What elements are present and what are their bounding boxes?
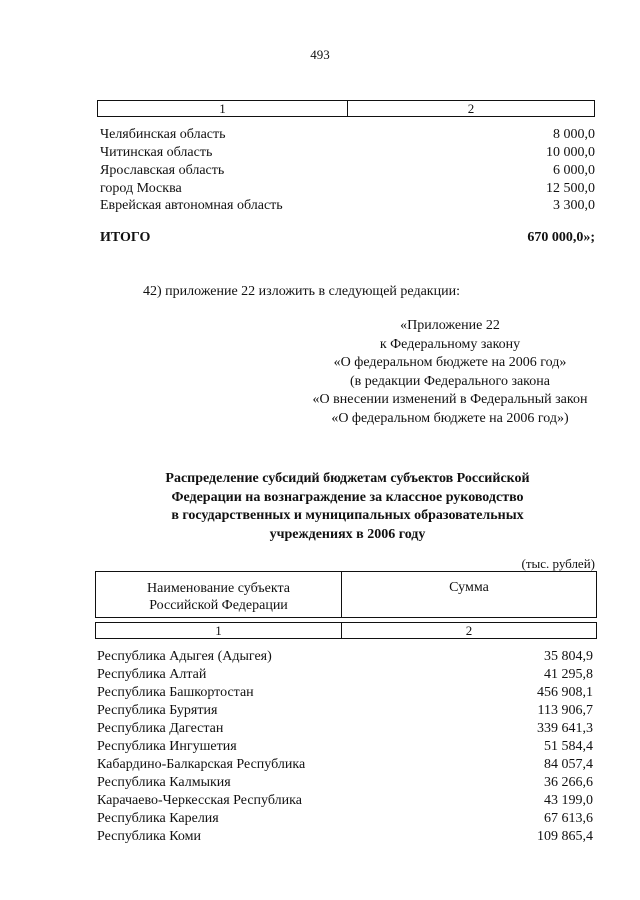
column-number-2: 2	[467, 101, 475, 116]
table-row	[97, 720, 593, 737]
column-number-1: 1	[98, 101, 348, 116]
appendix-line: «О внесении изменений в Федеральный закон	[312, 392, 588, 407]
region-name: Республика Бурятия	[97, 703, 218, 718]
page-number: 493	[310, 47, 330, 62]
region-name: Еврейская автономная область	[100, 198, 283, 213]
table-row	[97, 702, 593, 719]
header-name-line: Наименование субъекта	[147, 581, 290, 596]
total-value: 670 000,0»;	[527, 230, 595, 245]
region-value: 3 300,0	[553, 198, 595, 213]
table-row	[97, 810, 593, 827]
table-header	[95, 571, 597, 618]
table-row	[100, 126, 595, 144]
header-name-line: Российской Федерации	[149, 598, 288, 613]
region-value: 43 199,0	[544, 793, 593, 808]
appendix-line: к Федеральному закону	[379, 336, 521, 352]
column-numbers	[95, 622, 597, 639]
instruction-text: 42) приложение 22 изложить в следующей редакции:	[143, 284, 460, 299]
table-row	[100, 197, 595, 215]
top-table-column-numbers	[97, 100, 595, 117]
header-name-cell	[96, 572, 342, 617]
table-row	[97, 684, 593, 701]
title-line: Распределение субсидий бюджетам субъектов Российской	[165, 471, 530, 486]
table-row	[100, 180, 595, 198]
region-name: Республика Адыгея (Адыгея)	[97, 649, 272, 664]
units-label: (тыс. рублей)	[521, 556, 595, 571]
region-name: Челябинская область	[100, 127, 226, 142]
region-value: 36 266,6	[544, 775, 593, 790]
total-label: ИТОГО	[100, 230, 151, 245]
region-value: 10 000,0	[546, 145, 595, 160]
region-value: 84 057,4	[544, 757, 593, 772]
region-value: 456 908,1	[537, 685, 593, 700]
table-row	[97, 666, 593, 683]
region-name: Республика Карелия	[97, 811, 219, 826]
appendix-line: «О федеральном бюджете на 2006 год»	[333, 355, 567, 370]
appendix-line: «О федеральном бюджете на 2006 год»)	[331, 410, 569, 426]
region-name: Кабардино-Балкарская Республика	[97, 757, 306, 772]
table-row	[97, 828, 593, 845]
table-row	[97, 774, 593, 791]
region-value: 41 295,8	[544, 667, 593, 682]
region-value: 6 000,0	[553, 163, 595, 178]
title-line: Федерации на вознаграждение за классное руководство	[171, 489, 524, 505]
region-name: Читинская область	[100, 145, 213, 160]
table-row	[100, 144, 595, 162]
header-sum-cell: Сумма	[449, 580, 489, 595]
table-row	[97, 756, 593, 773]
distribution-title	[100, 470, 595, 544]
column-number-1: 1	[96, 623, 342, 638]
total-row	[100, 230, 595, 246]
region-value: 8 000,0	[553, 127, 595, 142]
region-name: Республика Башкортостан	[97, 685, 254, 700]
appendix-line: «Приложение 22	[400, 318, 500, 333]
appendix-line: (в редакции Федерального закона	[350, 373, 550, 389]
region-name: Карачаево-Черкесская Республика	[97, 793, 302, 808]
region-value: 339 641,3	[537, 721, 593, 736]
title-line: учреждениях в 2006 году	[269, 526, 426, 542]
column-number-2: 2	[465, 623, 473, 638]
region-value: 113 906,7	[537, 703, 593, 718]
table-row	[97, 648, 593, 665]
subsidy-table	[95, 571, 597, 639]
region-name: Республика Калмыкия	[97, 775, 231, 790]
table-row	[97, 738, 593, 755]
region-name: Республика Ингушетия	[97, 739, 237, 754]
table-row	[100, 162, 595, 180]
region-value: 67 613,6	[544, 811, 593, 826]
region-name: Республика Коми	[97, 829, 201, 844]
region-name: город Москва	[100, 181, 182, 196]
region-value: 12 500,0	[546, 181, 595, 196]
region-name: Республика Алтай	[97, 667, 207, 682]
region-value: 109 865,4	[537, 829, 593, 844]
table-row	[97, 792, 593, 809]
region-value: 35 804,9	[544, 649, 593, 664]
title-line: в государственных и муниципальных образовательных	[171, 508, 524, 523]
appendix-heading	[300, 317, 600, 428]
region-name: Ярославская область	[100, 163, 225, 178]
region-name: Республика Дагестан	[97, 721, 224, 736]
region-value: 51 584,4	[544, 739, 593, 754]
